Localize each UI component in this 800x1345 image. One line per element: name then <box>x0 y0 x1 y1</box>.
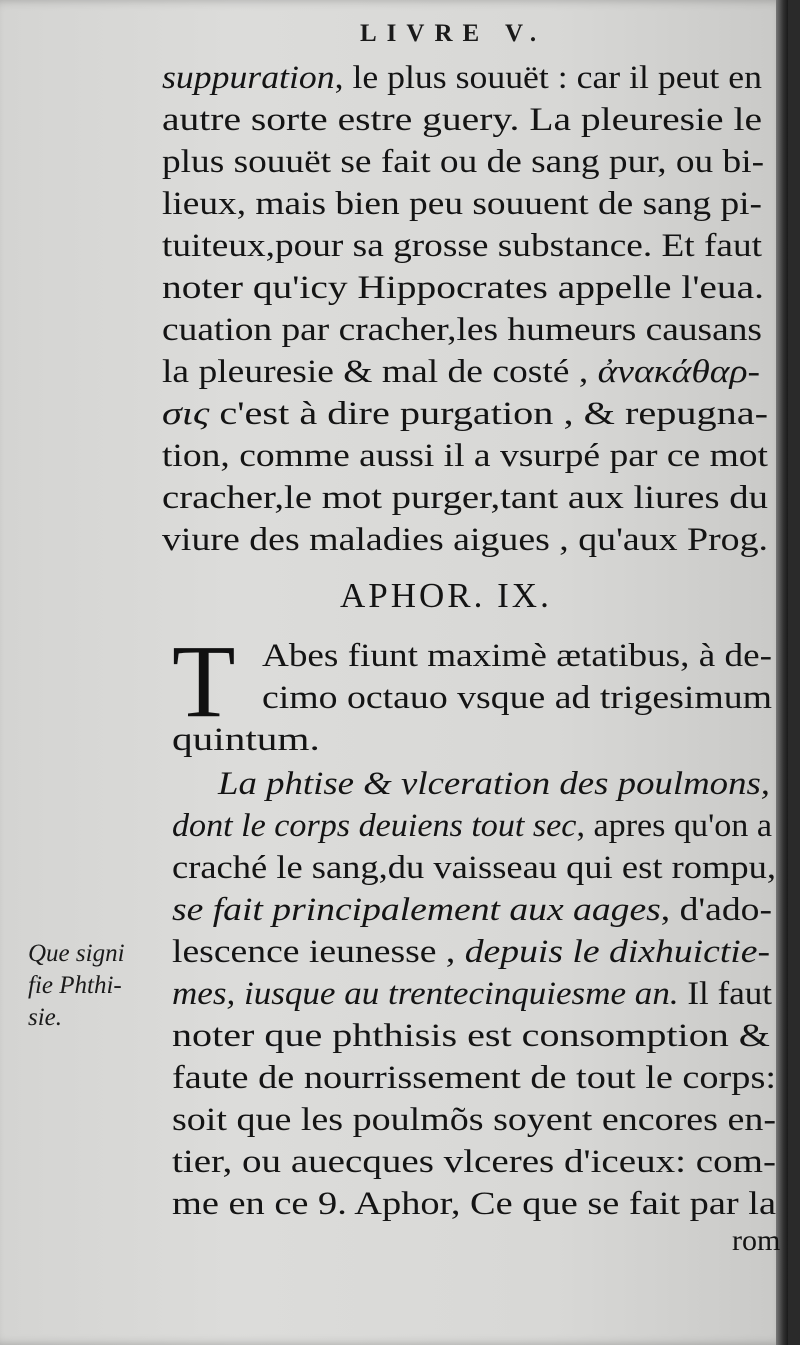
text-line <box>172 1062 776 1095</box>
text-segment: plus souuët se fait ou de sang pur, ou bi- <box>162 144 764 180</box>
text-line <box>172 936 770 969</box>
text-line <box>162 146 764 179</box>
text-segment: tion, comme aussi il a vsurpé par ce mot <box>162 438 768 474</box>
text-line <box>172 1020 770 1053</box>
text-segment: faute de nourrissement de tout le corps: <box>172 1060 776 1096</box>
text-line <box>162 104 762 137</box>
text-segment: , le plus souuët : car il peut en <box>334 60 762 96</box>
text-segment: lieux, mais bien peu souuent de sang pi- <box>162 186 762 222</box>
text-line <box>172 1146 776 1179</box>
text-segment: craché le sang,du vaisseau qui est rompu, <box>172 850 776 886</box>
italic-text: ἀνακάθαρ- <box>597 354 760 390</box>
drop-cap: T <box>172 624 236 739</box>
text-line <box>172 724 320 757</box>
italic-text: La phtise & vlceration des poulmons, <box>218 766 770 802</box>
text-line <box>162 314 762 347</box>
text-line <box>172 1104 776 1137</box>
text-segment: noter que phthisis est consomption & <box>172 1018 770 1054</box>
italic-text: σις <box>162 396 210 432</box>
text-line <box>162 440 768 473</box>
text-segment: Il faut <box>678 976 772 1012</box>
margin-note-line: fie Phthi- <box>28 972 122 999</box>
text-segment: noter qu'icy Hippocrates appelle l'eua. <box>162 270 764 306</box>
margin-note-line: sie. <box>28 1004 63 1031</box>
italic-text: depuis le dixhuictie- <box>464 934 770 970</box>
text-line <box>172 810 772 843</box>
text-line <box>172 1188 776 1221</box>
text-line <box>162 272 764 305</box>
text-segment: me en ce 9. Aphor, Ce que se fait par la <box>172 1186 776 1222</box>
text-line <box>162 524 768 557</box>
text-line <box>218 768 770 801</box>
text-segment: Abes fiunt maximè ætatibus, à de- <box>262 638 772 674</box>
italic-text: suppuration <box>162 60 335 96</box>
text-line <box>262 640 772 673</box>
text-line <box>172 978 772 1011</box>
text-segment: lescence ieunesse , <box>172 934 465 970</box>
catchword: rom <box>732 1224 781 1257</box>
aphorism-heading: APHOR. IX. <box>340 576 552 615</box>
text-line <box>162 398 768 431</box>
italic-text: mes, iusque au trentecinquiesme an. <box>172 976 679 1012</box>
text-segment: , d'ado- <box>660 892 772 928</box>
page-edge <box>776 0 788 1345</box>
text-segment: viure des maladies aigues , qu'aux Prog. <box>162 522 768 558</box>
text-line <box>262 682 772 715</box>
text-segment: tier, ou auecques vlceres d'iceux: com- <box>172 1144 776 1180</box>
text-line <box>162 356 760 389</box>
italic-text: dont le corps deuiens tout sec <box>172 808 577 844</box>
text-segment: cuation par cracher,les humeurs causans <box>162 312 762 348</box>
italic-text: se fait principalement aux aages <box>172 892 661 928</box>
text-segment: cracher,le mot purger,tant aux liures du <box>162 480 769 516</box>
text-line <box>162 188 762 221</box>
text-line <box>162 62 762 95</box>
text-segment: c'est à dire purgation , & repugna- <box>209 396 768 432</box>
text-line <box>172 894 772 927</box>
text-segment: quintum. <box>172 722 320 758</box>
text-segment: , apres qu'on a <box>576 808 772 844</box>
text-segment: soit que les poulmõs soyent encores en- <box>172 1102 776 1138</box>
text-line <box>162 482 768 515</box>
text-segment: autre sorte estre guery. La pleuresie le <box>162 102 762 138</box>
margin-note-line: Que signi <box>28 940 125 967</box>
text-line <box>162 230 762 263</box>
running-head: LIVRE V. <box>360 20 547 47</box>
text-segment: tuiteux,pour sa grosse substance. Et faut <box>162 228 763 264</box>
text-segment: la pleuresie & mal de costé , <box>162 354 598 390</box>
text-line <box>172 852 776 885</box>
text-segment: cimo octauo vsque ad trigesimum <box>262 680 772 716</box>
